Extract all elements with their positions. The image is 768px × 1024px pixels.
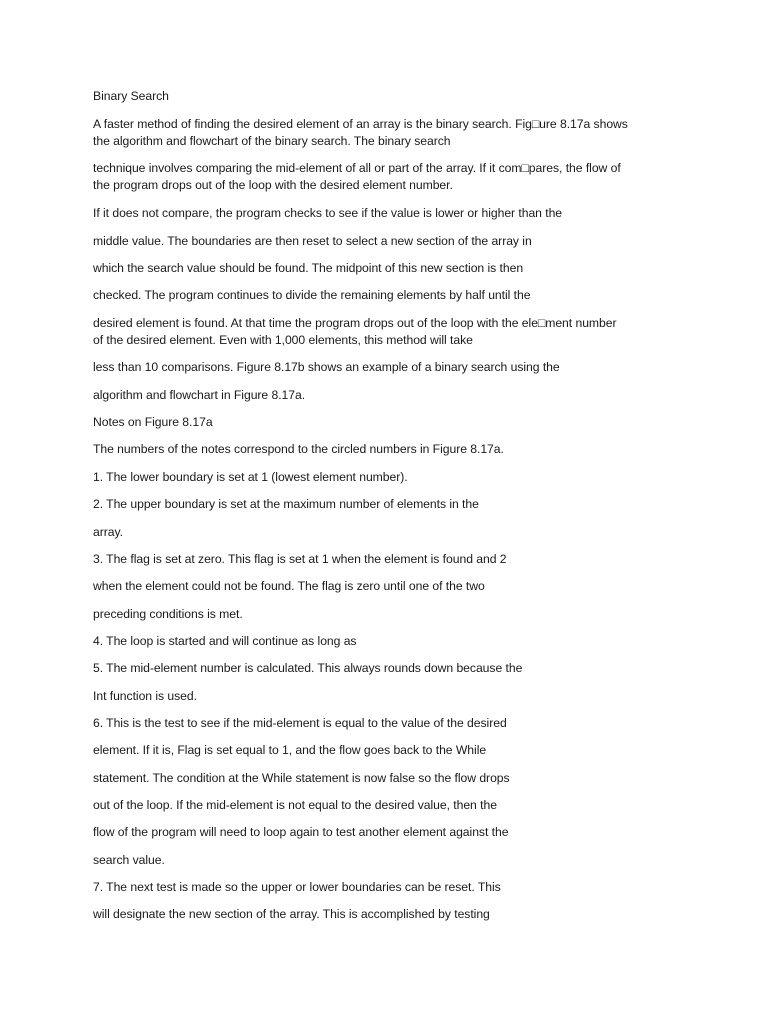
paragraph-line: checked. The program continues to divide the remaining elements by half until the: [93, 288, 531, 302]
note-line: out of the loop. If the mid-element is not equal to the desired value, then the: [93, 798, 497, 812]
paragraph-line: algorithm and flowchart in Figure 8.17a.: [93, 388, 306, 402]
paragraph-line: A faster method of finding the desired element of an array is the binary search. Fig□ure 8.17a shows: [93, 117, 628, 131]
paragraph-line: less than 10 comparisons. Figure 8.17b shows an example of a binary search using the: [93, 360, 560, 374]
note-line: 5. The mid-element number is calculated. This always rounds down because the: [93, 661, 523, 675]
paragraph-line: the algorithm and flowchart of the binary search. The binary search: [93, 134, 451, 148]
paragraph-line: of the desired element. Even with 1,000 elements, this method will take: [93, 333, 473, 347]
note-line: 6. This is the test to see if the mid-element is equal to the value of the desired: [93, 716, 507, 730]
paragraph-line: The numbers of the notes correspond to the circled numbers in Figure 8.17a.: [93, 442, 504, 456]
document-title: Binary Search: [93, 89, 169, 103]
note-line: flow of the program will need to loop again to test another element against the: [93, 825, 509, 839]
note-line: 2. The upper boundary is set at the maximum number of elements in the: [93, 497, 479, 511]
note-line: element. If it is, Flag is set equal to 1, and the flow goes back to the While: [93, 743, 487, 757]
note-line: 7. The next test is made so the upper or lower boundaries can be reset. This: [93, 880, 501, 894]
note-line: 4. The loop is started and will continue as long as: [93, 634, 357, 648]
paragraph-line: desired element is found. At that time the program drops out of the loop with the ele□ment number: [93, 316, 617, 330]
note-line: statement. The condition at the While statement is now false so the flow drops: [93, 771, 510, 785]
note-line: array.: [93, 525, 123, 539]
paragraph-line: middle value. The boundaries are then reset to select a new section of the array in: [93, 234, 532, 248]
paragraph-line: the program drops out of the loop with the desired element number.: [93, 178, 453, 192]
section-heading: Notes on Figure 8.17a: [93, 415, 213, 429]
paragraph-line: technique involves comparing the mid-element of all or part of the array. If it com□pares, the flow of: [93, 161, 621, 175]
note-line: when the element could not be found. The flag is zero until one of the two: [93, 579, 485, 593]
note-line: search value.: [93, 853, 165, 867]
note-line: 3. The flag is set at zero. This flag is set at 1 when the element is found and 2: [93, 552, 507, 566]
note-line: 1. The lower boundary is set at 1 (lowest element number).: [93, 470, 408, 484]
note-line: Int function is used.: [93, 689, 197, 703]
note-line: will designate the new section of the array. This is accomplished by testing: [93, 907, 490, 921]
paragraph-line: which the search value should be found. The midpoint of this new section is then: [93, 261, 524, 275]
paragraph-line: If it does not compare, the program checks to see if the value is lower or higher than the: [93, 206, 563, 220]
note-line: preceding conditions is met.: [93, 607, 243, 621]
